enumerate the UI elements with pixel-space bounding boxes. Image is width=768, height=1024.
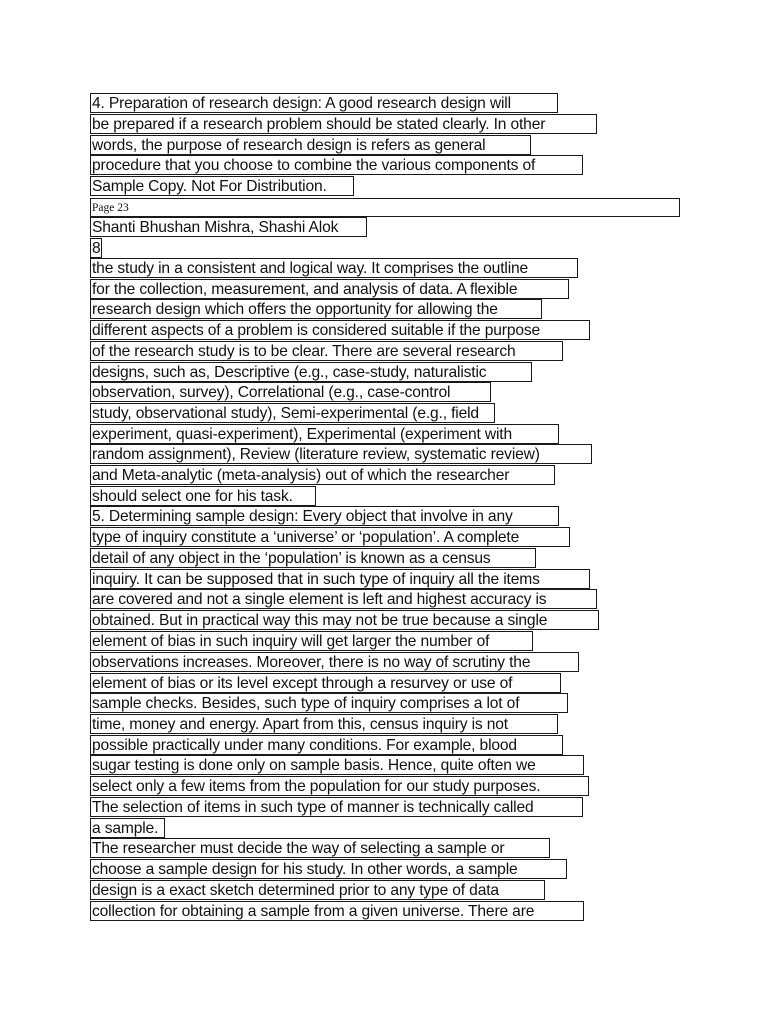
text-line: words, the purpose of research design is refers as general [90,135,531,155]
text-line: element of bias or its level except through a resurvey or use of [90,673,561,693]
text-line: be prepared if a research problem should be stated clearly. In other [90,114,597,134]
text-line: sugar testing is done only on sample basis. Hence, quite often we [90,755,584,775]
text-line: 8 [92,240,101,257]
text-line: a sample. [90,818,165,838]
text-line: for the collection, measurement, and analysis of data. A flexible [90,279,569,299]
text-line: are covered and not a single element is left and highest accuracy is [90,589,597,609]
text-line: random assignment), Review (literature review, systematic review) [90,444,592,464]
text-line: sample checks. Besides, such type of inquiry comprises a lot of [90,693,568,713]
text-line: different aspects of a problem is considered suitable if the purpose [90,320,590,340]
text-line: select only a few items from the population for our study purposes. [90,776,589,796]
author-line: Shanti Bhushan Mishra, Shashi Alok [90,217,367,237]
text-line: inquiry. It can be supposed that in such type of inquiry all the items [90,569,590,589]
text-line: detail of any object in the ‘population’ is known as a census [90,548,536,568]
text-line: obtained. But in practical way this may not be true because a single [90,610,599,630]
text-line: type of inquiry constitute a ‘universe’ or ‘population’. A complete [90,527,570,547]
text-line: element of bias in such inquiry will get larger the number of [90,631,533,651]
text-line: design is a exact sketch determined prior to any type of data [90,880,545,900]
text-line: 4. Preparation of research design: A good research design will [90,93,558,113]
text-line: 5. Determining sample design: Every object that involve in any [90,506,559,526]
text-line: should select one for his task. [90,486,316,506]
text-line: time, money and energy. Apart from this, census inquiry is not [90,714,558,734]
text-line: collection for obtaining a sample from a given universe. There are [90,901,584,921]
text-line: choose a sample design for his study. In other words, a sample [90,859,567,879]
text-line: and Meta-analytic (meta-analysis) out of which the researcher [90,465,555,485]
text-line: experiment, quasi-experiment), Experimental (experiment with [90,424,559,444]
text-line: The researcher must decide the way of selecting a sample or [90,838,550,858]
text-line: observation, survey), Correlational (e.g., case-control [90,382,491,402]
text-line: The selection of items in such type of manner is technically called [90,797,583,817]
text-line: observations increases. Moreover, there is no way of scrutiny the [90,652,579,672]
text-line: Sample Copy. Not For Distribution. [90,176,354,196]
text-line: the study in a consistent and logical way. It comprises the outline [90,258,578,278]
text-line: study, observational study), Semi-experimental (e.g., field [90,403,495,423]
text-line: research design which offers the opportunity for allowing the [90,299,542,319]
text-line: possible practically under many conditions. For example, blood [90,735,563,755]
text-line: of the research study is to be clear. There are several research [90,341,563,361]
text-line: designs, such as, Descriptive (e.g., case-study, naturalistic [90,362,532,382]
text-line: procedure that you choose to combine the various components of [90,155,583,175]
page-number: Page 23 [90,198,680,217]
